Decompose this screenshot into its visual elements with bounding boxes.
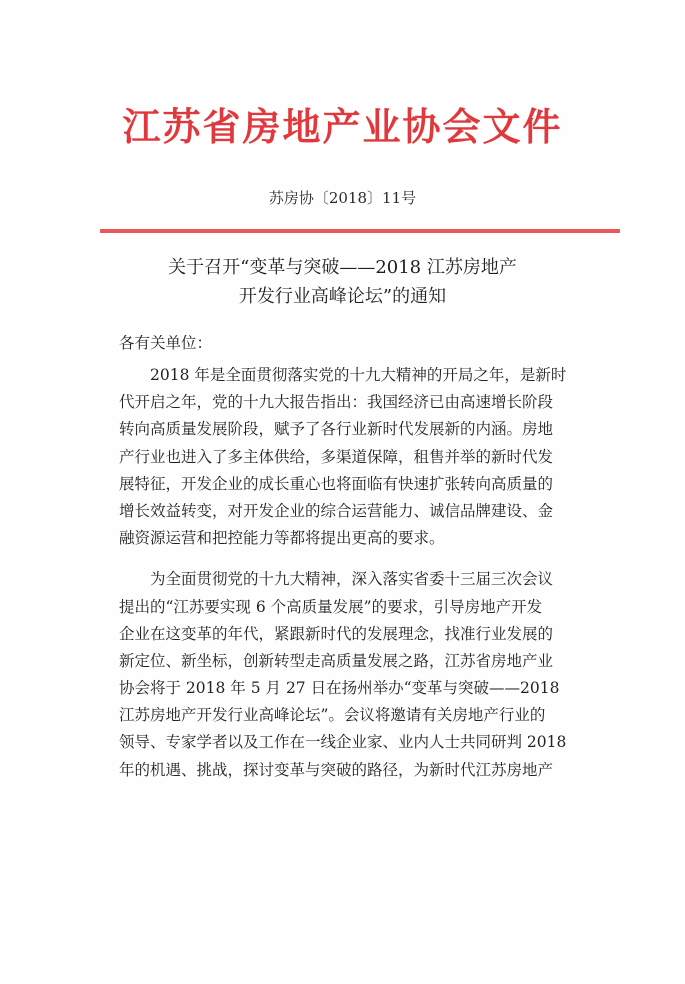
paragraph-line: 转向高质量发展阶段，赋予了各行业新时代发展新的内涵。房地: [119, 420, 554, 439]
paragraph-line: 企业在这变革的年代，紧跟新时代的发展理念，找准行业发展的: [119, 624, 554, 643]
paragraph-2: [119, 566, 599, 784]
paragraph-line: 融资源运营和把控能力等都将提出更高的要求。: [119, 529, 445, 548]
document-header-title: 江苏省房地产业协会文件: [122, 104, 563, 149]
notice-title-line-1: 关于召开“变革与突破——2018 江苏房地产: [168, 257, 517, 278]
paragraph-line: 代开启之年，党的十九大报告指出：我国经济已由高速增长阶段: [119, 393, 554, 412]
paragraph-line: 展特征，开发企业的成长重心也将面临有快速扩张转向高质量的: [119, 474, 554, 493]
paragraph-line: 2018 年是全面贯彻落实党的十九大精神的开局之年，是新时: [119, 366, 567, 384]
paragraph-line: 领导、专家学者以及工作在一线企业家、业内人士共同研判 2018: [119, 733, 567, 752]
paragraph-line: 提出的“江苏要实现 6 个高质量发展”的要求，引导房地产开发: [119, 597, 543, 616]
notice-title: [0, 253, 685, 311]
body-text: [119, 362, 599, 784]
addressee: 各有关单位：: [119, 334, 213, 352]
paragraph-line: 新定位、新坐标，创新转型走高质量发展之路，江苏省房地产业: [119, 651, 554, 670]
paragraph-line: 增长效益转变，对开发企业的综合运营能力、诚信品牌建设、金: [119, 501, 554, 520]
paragraph-gap: [119, 552, 599, 566]
paragraph-1: [119, 362, 599, 552]
document-number: 苏房协〔2018〕11号: [268, 189, 417, 207]
paragraph-line: 江苏房地产开发行业高峰论坛”。会议将邀请有关房地产行业的: [119, 706, 546, 725]
paragraph-line: 协会将于 2018 年 5 月 27 日在扬州举办“变革与突破——2018: [119, 679, 560, 698]
notice-title-line-2: 开发行业高峰论坛”的通知: [238, 286, 447, 307]
red-divider-line: [100, 229, 620, 233]
paragraph-line: 为全面贯彻党的十九大精神，深入落实省委十三届三次会议: [119, 570, 554, 589]
paragraph-line: 产行业也进入了多主体供给，多渠道保障，租售并举的新时代发: [119, 447, 554, 466]
paragraph-line: 年的机遇、挑战，探讨变革与突破的路径，为新时代江苏房地产: [119, 760, 554, 779]
